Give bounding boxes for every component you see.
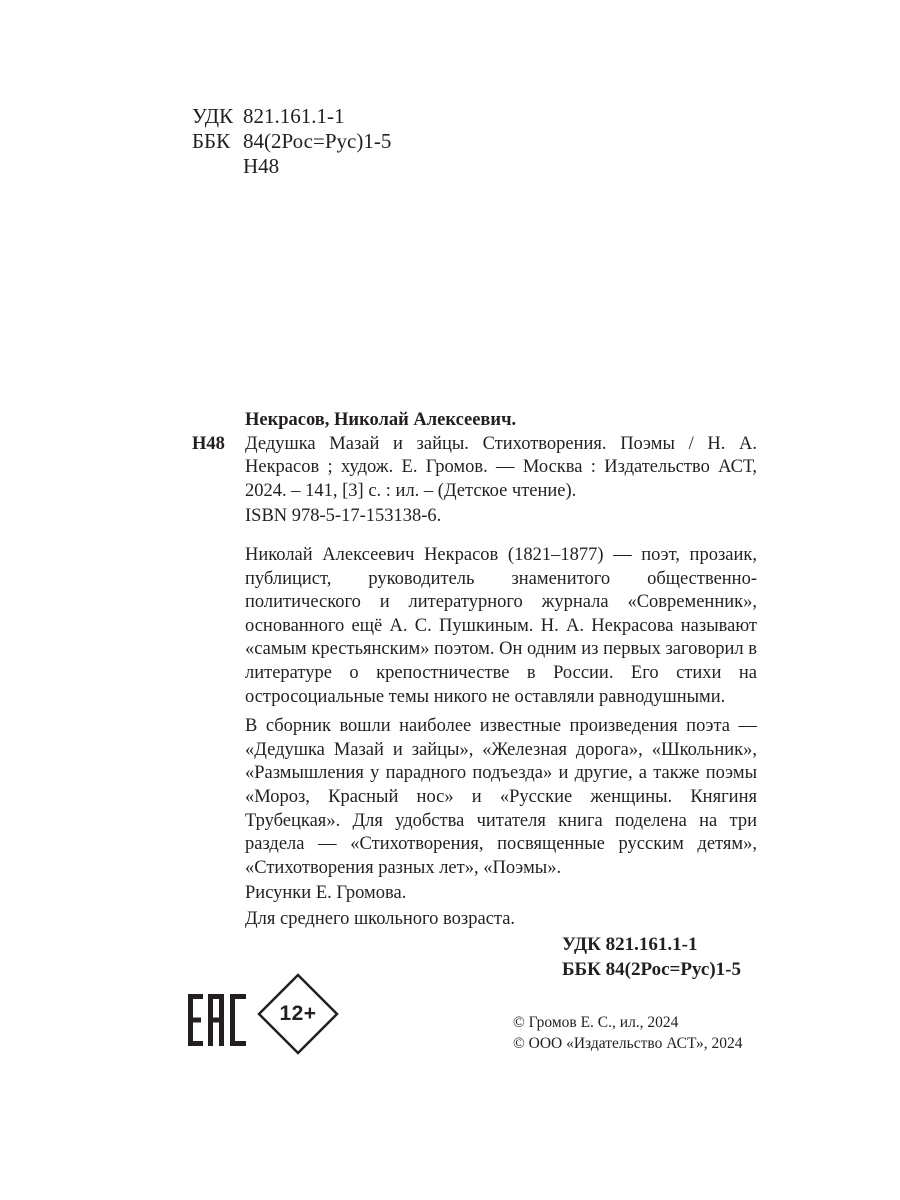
age-rating-label: 12+	[279, 1002, 317, 1025]
author-heading: Некрасов, Николай Алексеевич.	[245, 410, 517, 430]
author-sign: Н48	[243, 154, 280, 178]
call-sign: Н48	[192, 433, 225, 454]
author-sign-row	[192, 154, 391, 179]
age-group-note: Для среднего школьного возраста.	[245, 908, 516, 929]
bbk-value: 84(2Рос=Рус)1-5	[243, 129, 392, 153]
eac-logo-icon	[188, 994, 248, 1046]
udk-code: УДК 821.161.1-1	[562, 934, 698, 955]
isbn: ISBN 978-5-17-153138-6.	[245, 506, 442, 527]
copyright-block	[513, 1012, 743, 1054]
udk-label: УДК	[192, 104, 234, 128]
bbk-code: ББК 84(2Рос=Рус)1-5	[562, 959, 741, 980]
annotation-paragraph: Николай Алексеевич Некрасов (1821–1877) — поэт, прозаик, публицист, руководитель знаменитого общественно-политического и литературного журнала «Современник», основанного ещё А. С. Пушкиным. Н. А. Некрасова называют «самым крестьянским» поэтом. Он одним из первых заговорил в литературе о крепостничестве в России. Его стихи на остросоциальные темы никого не оставляли равнодушными.	[245, 544, 757, 707]
bbk-label: ББК	[192, 129, 231, 153]
classification-codes-top	[192, 104, 391, 179]
bibliographic-text: Дедушка Мазай и зайцы. Стихотворения. Поэмы / Н. А. Некрасов ; худож. Е. Громов. — Москва : Издательство АСТ, 2024. – 141, [3] с. : ил. – (Детское чтение).	[245, 433, 757, 501]
annotation-paragraph: В сборник вошли наиболее известные произведения поэта — «Дедушка Мазай и зайцы», «Железная дорога», «Школьник», «Размышления у парадного подъезда» и другие, а также поэмы «Мороз, Красный нос» и «Русские женщины. Княгиня Трубецкая». Для удобства читателя книга поделена на три раздела — «Стихотворения, посвященные русским детям», «Стихотворения разных лет», «Поэмы».	[245, 716, 757, 878]
age-rating-badge	[257, 973, 339, 1055]
copyright-publisher: © ООО «Издательство АСТ», 2024	[513, 1035, 743, 1052]
udk-value: 821.161.1-1	[243, 104, 345, 128]
bibliographic-description	[192, 433, 757, 504]
catalog-entry	[192, 409, 757, 931]
classification-codes-bottom	[562, 932, 741, 982]
illustrator-note: Рисунки Е. Громова.	[245, 883, 407, 904]
annotation	[192, 544, 757, 932]
copyright-illustrations: © Громов Е. С., ил., 2024	[513, 1014, 679, 1031]
udk-row	[192, 104, 391, 129]
bbk-row	[192, 129, 391, 154]
